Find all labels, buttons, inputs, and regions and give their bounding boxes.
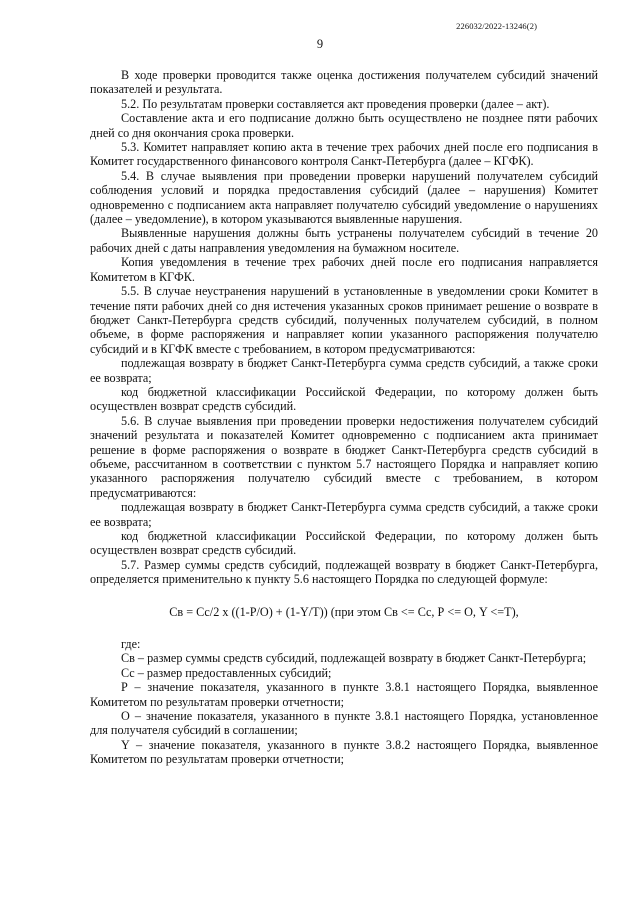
paragraph: 5.3. Комитет направляет копию акта в течение трех рабочих дней после его подписания в Комитет государственного финансового контроля Санкт-Петербурга (далее – КГФК). (90, 140, 598, 169)
definition: Y – значение показателя, указанного в пункте 3.8.2 настоящего Порядка, выявленное Комитетом по результатам проверки отчетности; (90, 737, 598, 767)
definition: О – значение показателя, указанного в пункте 3.8.1 настоящего Порядка, установленное для получателя субсидий в соглашении; (90, 709, 598, 738)
paragraph: 5.5. В случае неустранения нарушений в установленные в уведомлении сроки Комитет в течение пяти рабочих дней со дня истечения указанных сроков принимает решение о возврате в бюджет Санкт-Петербурга средств субсидий, полученных получателем субсидий, в полном объеме, в форме распоряжения и направляет копии указанного распоряжения получателю субсидий и в КГФК вместе с требованием, в котором предусматриваются: (90, 284, 598, 356)
paragraph: подлежащая возврату в бюджет Санкт-Петербурга сумма средств субсидий, а также сроки ее возврата; (90, 356, 598, 385)
paragraph: Составление акта и его подписание должно быть осуществлено не позднее пяти рабочих дней со дня окончания срока проверки. (90, 111, 598, 140)
definition: Сс – размер предоставленных субсидий; (121, 665, 332, 680)
paragraph: код бюджетной классификации Российской Федерации, по которому должен быть осуществлен возврат средств субсидий. (90, 384, 598, 414)
definition: Р – значение показателя, указанного в пункте 3.8.1 настоящего Порядка, выявленное Комитетом по результатам проверки отчетности; (90, 680, 598, 709)
paragraph: подлежащая возврату в бюджет Санкт-Петербурга сумма средств субсидий, а также сроки ее возврата; (90, 500, 598, 529)
paragraph: 5.2. По результатам проверки составляется акт проведения проверки (далее – акт). (121, 96, 550, 111)
paragraph: Копия уведомления в течение трех рабочих дней после его подписания направляется Комитетом в КГФК. (90, 255, 598, 284)
document-body (90, 68, 598, 767)
page-number: 9 (316, 37, 324, 51)
paragraph: Выявленные нарушения должны быть устранены получателем субсидий в течение 20 рабочих дней с даты направления уведомления на бумажном носителе. (90, 226, 598, 255)
definition: Св – размер суммы средств субсидий, подлежащей возврату в бюджет Санкт-Петербурга; (121, 651, 587, 666)
paragraph: 5.7. Размер суммы средств субсидий, подлежащей возврату в бюджет Санкт-Петербурга, определяется применительно к пункту 5.6 настоящего Порядка по следующей формуле: (90, 557, 598, 587)
paragraph: 5.4. В случае выявления при проведении проверки нарушений получателем субсидий соблюдения условий и порядка предоставления субсидий (далее – нарушения) Комитет одновременно с подписанием акта направляет получателю субсидий уведомление о нарушениях (далее – уведомление), в котором указываются выявленные нарушения. (90, 168, 598, 227)
document-number: 226032/2022-13246(2) (456, 21, 537, 31)
where-label: где: (121, 637, 141, 652)
paragraph: 5.6. В случае выявления при проведении проверки недостижения получателем субсидий значений результата и показателей Комитет одновременно с подписанием акта принимает решение в форме распоряжения о возврате в бюджет Санкт-Петербурга средств субсидий в объеме, рассчитанном в соответствии с пунктом 5.7 настоящего Порядка и направляет копию указанного распоряжения получателю субсидий вместе с требованием, в котором предусматриваются: (90, 413, 598, 500)
paragraph: В ходе проверки проводится также оценка достижения получателем субсидий значений показателей и результата. (90, 68, 598, 97)
paragraph: код бюджетной классификации Российской Федерации, по которому должен быть осуществлен возврат средств субсидий. (90, 529, 598, 558)
formula: Св = Сс/2 х ((1-Р/О) + (1-Y/T)) (при этом Св <= Сс, Р <= О, Y <=Т), (169, 604, 519, 619)
